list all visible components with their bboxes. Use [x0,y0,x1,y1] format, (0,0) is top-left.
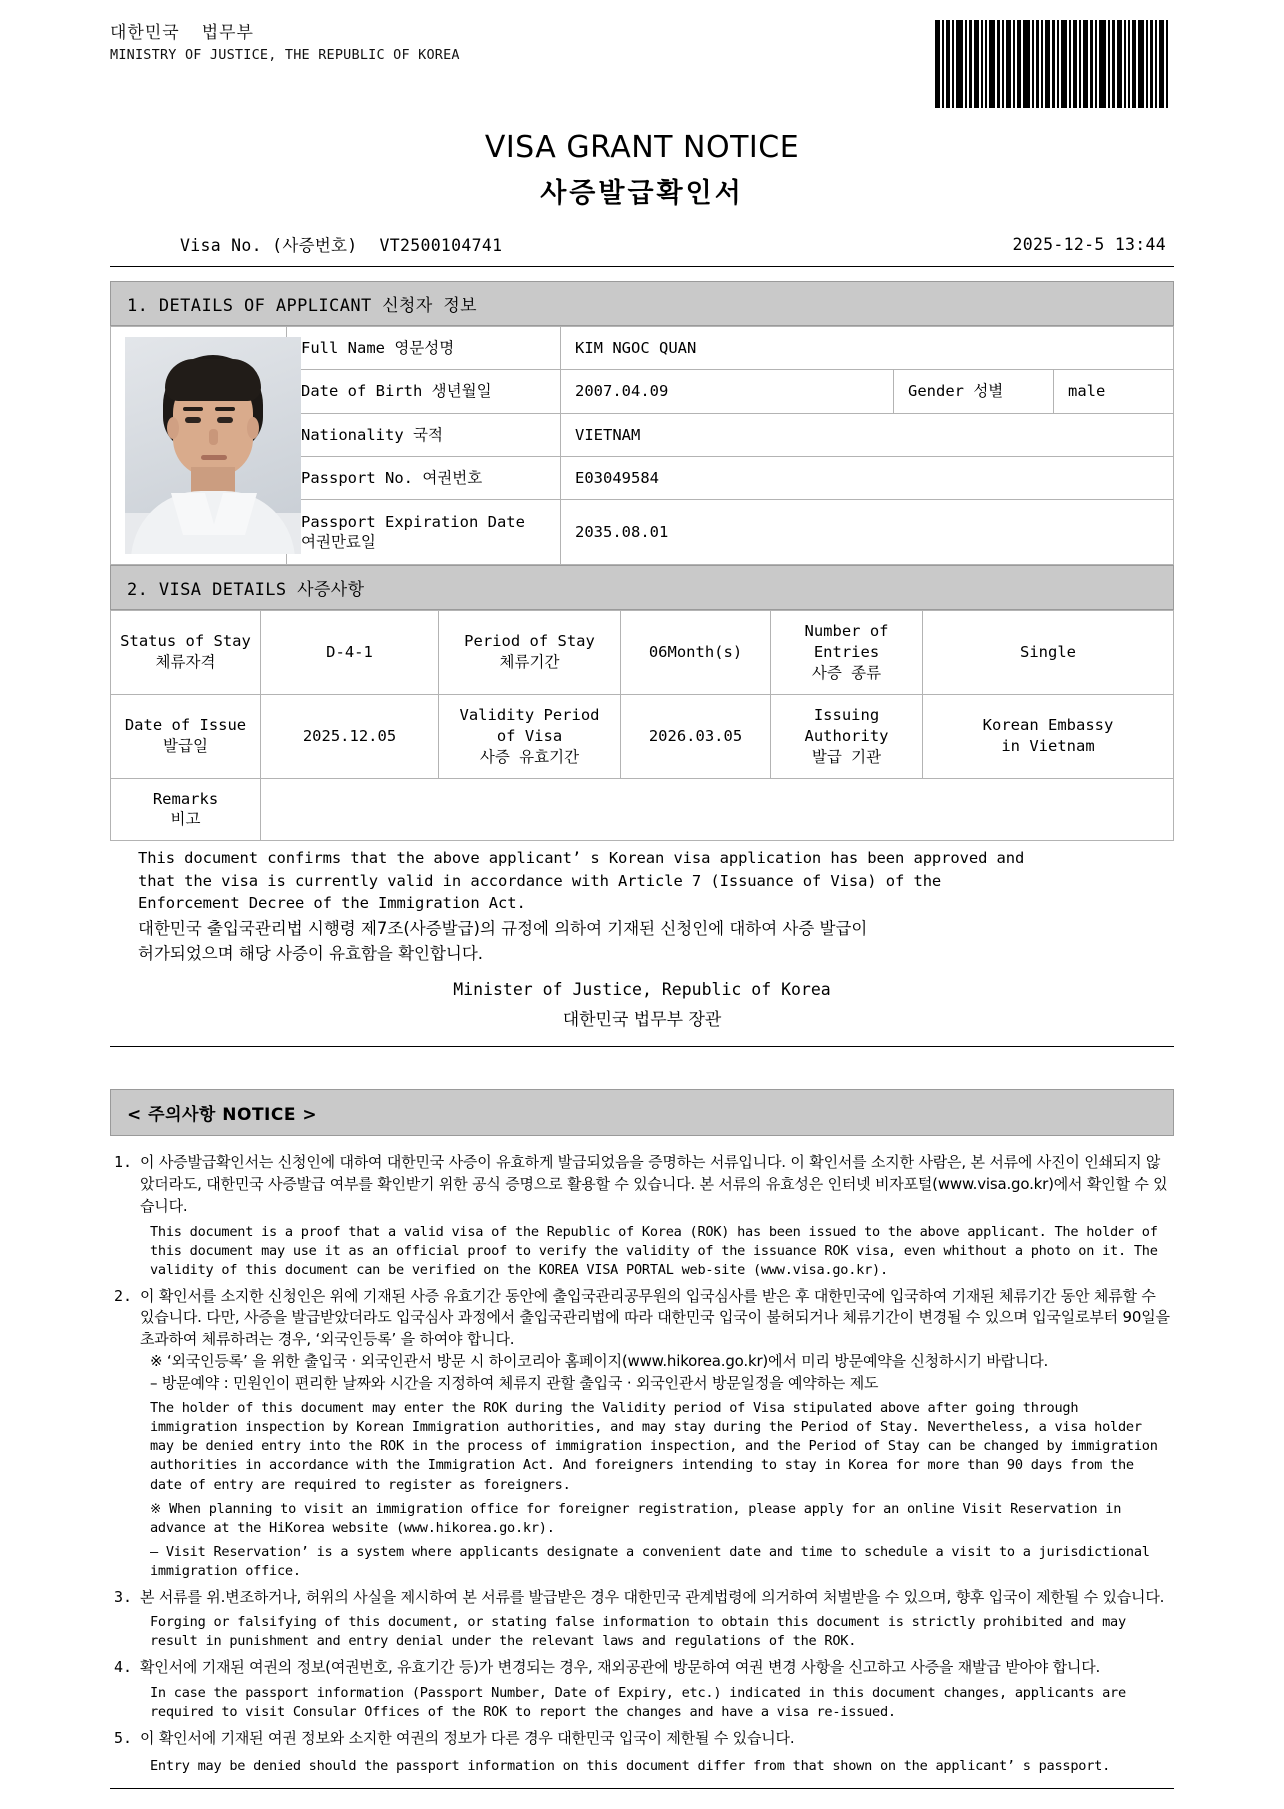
visa-number: Visa No. (사증번호) VT2500104741 [180,236,503,255]
notice-item-english-sub1: ※ When planning to visit an immigration office for foreigner registration, please apply for an online Visit Reservation in advance at the HiKorea website (www.hikorea.go.kr). [150,1500,1122,1536]
table-row [111,611,1174,695]
ministry-name-english: MINISTRY OF JUSTICE, THE REPUBLIC OF KOREA [110,47,460,63]
value-nationality: VIETNAM [561,413,1174,456]
notice-heading: < 주의사항 NOTICE > [110,1089,1174,1136]
value-passport-expiration: 2035.08.01 [561,500,1174,565]
confirmation-english: This document confirms that the above applicant’ s Korean visa application has been approved and that the visa is currently valid in accordance with Article 7 (Issuance of Visa) of the Enforcement Decree of the Immigration Act. [138,849,1025,913]
list-item: 5. 이 확인서에 기재된 여권 정보와 소지한 여권의 정보가 다른 경우 대한민국 입국이 제한될 수 있습니다. [114,1728,1170,1750]
notice-item-korean-sub2: – 방문예약 : 민원인이 편리한 날짜와 시간을 지정하여 체류지 관할 출입국 · 외국인관서 방문일정을 예약하는 제도 [150,1373,879,1392]
table-row [111,778,1174,841]
barcode [935,20,1170,108]
label-passport-expiration-kr: 여권만료일 [301,533,376,552]
label-date-of-birth: Date of Birth 생년월일 [287,370,561,413]
notice-section [110,1089,1174,1789]
value-validity-period: 2026.03.05 [621,694,771,778]
list-item: 2. 이 확인서를 소지한 신청인은 위에 기재된 사증 유효기간 동안에 출입국관리공무원의 입국심사를 받은 후 대한민국에 입국하여 기재된 체류기간 동안 체류할 수 있습니다. 다만, 사증을 발급받았더라도 입국심사 과정에서 출입국관리법에 따라 대한민국 입국이 불허되거나 체류기간이 변경될 수 있으며 입국일로부터 90일을 초과하여 체류하려는 경우, ‘외국인등록’ 을 하여야 합니다. ※ ‘외국인등록’ 을 위한 출입국 · 외국인관서 방문 시 하이코리아 홈페이지(www.hikorea.go.kr)에서 미리 방문예약을 신청하시기 바랍니다. – 방문예약 : 민원인이 편리한 날짜와 시간을 지정하여 체류지 관할 출입국 · 외국인관서 방문일정을 예약하는 제도 The holder of this document may enter the ROK during the Validity period of Visa stipulated above after going through immigration inspection by Korean Immigration authorities, and may stay during the Period of Stay. Nevertheless, a visa holder may be denied entry into the ROK in the process of immigration inspection, and the Period of Stay can be changed by immigration authorities in accordance with the Immigration Act. And foreigners intending to stay in Korea for more than 90 days from the date of entry are required to register as foreigners. ※ When planning to visit an immigration office for foreigner registration, please apply for an online Visit Reservation in advance at the HiKorea website (www.hikorea.go.kr). – Visit Reservation’ is a system where applicants designate a convenient date and time to schedule a visit to a jurisdictional immigration office. [114,1286,1170,1581]
page-title-english: VISA GRANT NOTICE [484,130,800,165]
notice-item-korean: 이 확인서에 기재된 여권 정보와 소지한 여권의 정보가 다른 경우 대한민국 입국이 제한될 수 있습니다. [140,1729,795,1748]
section2-heading: 2. VISA DETAILS 사증사항 [110,565,1174,610]
visa-number-row [110,232,1174,267]
signer-korean: 대한민국 법무부 장관 [562,1010,722,1031]
section1-heading: 1. DETAILS OF APPLICANT 신청자 정보 [110,281,1174,326]
label-remarks: Remarks 비고 [111,778,261,841]
confirmation-korean: 대한민국 출입국관리법 시행령 제7조(사증발급)의 규정에 의하여 기재된 신청인에 대하여 사증 발급이 허가되었으며 해당 사증이 유효함을 확인합니다. [138,918,868,963]
list-item: 4. 확인서에 기재된 여권의 정보(여권번호, 유효기간 등)가 변경되는 경우, 재외공관에 방문하여 여권 변경 사항을 신고하고 사증을 재발급 받아야 합니다. In case the passport information (Passport Number, Date of Expiry, etc.) indicated in this document changes, applicants are required to visit Consular Offices of the ROK to report the changes and have a visa re-issued. [114,1657,1170,1722]
value-remarks [261,778,1174,841]
notice-item-english: Forging or falsifying of this document, or stating false information to obtain this document is strictly prohibited and may result in punishment and entry denial under the relevant laws and regulations of the ROK. [150,1614,1126,1650]
confirmation-statement [110,841,1174,1047]
label-date-of-issue: Date of Issue 발급일 [111,694,261,778]
list-item: 1. 이 사증발급확인서는 신청인에 대하여 대한민국 사증이 유효하게 발급되었음을 증명하는 서류입니다. 이 확인서를 소지한 사람은, 본 서류에 사진이 인쇄되지 않았더라도, 대한민국 사증발급 여부를 확인받기 위한 공식 증명으로 활용할 수 있습니다. 본 서류의 유효성은 인터넷 비자포털(www.visa.go.kr)에서 확인할 수 있습니다. This document is a proof that a valid visa of the Republic of Korea (ROK) has been issued to the above applicant. The holder of this document may use it as an official proof to verify the validity of the issuance ROK visa, even whithout a photo on it. The validity of this document can be verified on the KOREA VISA PORTAL web-site (www.visa.go.kr). [114,1152,1170,1279]
notice-tail-english: Entry may be denied should the passport information on this document differ from that shown on the applicant’ s passport. [150,1758,1111,1775]
label-passport-expiration-en: Passport Expiration Date [301,513,525,532]
notice-body [110,1136,1174,1789]
section-applicant [110,281,1174,565]
label-gender: Gender 성별 [894,370,1054,413]
label-period-of-stay: Period of Stay 체류기간 [439,611,621,695]
issued-timestamp: 2025-12-5 13:44 [1012,234,1166,254]
label-passport-no: Passport No. 여권번호 [287,457,561,500]
value-gender: male [1054,370,1174,413]
list-item: 3. 본 서류를 위.변조하거나, 허위의 사실을 제시하여 본 서류를 발급받은 경우 대한민국 관계법령에 의거하여 처벌받을 수 있으며, 향후 입국이 제한될 수 있습니다. Forging or falsifying of this document, or stating false information to obtain this document is strictly prohibited and may result in punishment and entry denial under the relevant laws and regulations of the ROK. [114,1587,1170,1652]
notice-item-korean: 확인서에 기재된 여권의 정보(여권번호, 유효기간 등)가 변경되는 경우, 재외공관에 방문하여 여권 변경 사항을 신고하고 사증을 재발급 받아야 합니다. [140,1658,1101,1677]
value-date-of-issue: 2025.12.05 [261,694,439,778]
table-row [111,327,1174,370]
notice-item-english: In case the passport information (Passport Number, Date of Expiry, etc.) indicated in this document changes, applicants are required to visit Consular Offices of the ROK to report the changes and have a visa re-issued. [150,1685,1126,1721]
notice-item-korean: 본 서류를 위.변조하거나, 허위의 사실을 제시하여 본 서류를 발급받은 경우 대한민국 관계법령에 의거하여 처벌받을 수 있으며, 향후 입국이 제한될 수 있습니다. [140,1587,1165,1606]
label-nationality: Nationality 국적 [287,413,561,456]
label-status-of-stay: Status of Stay 체류자격 [111,611,261,695]
applicant-table [110,326,1174,565]
section-visa-details [110,565,1174,841]
applicant-photo [111,327,287,565]
notice-item-korean-sub1: ※ ‘외국인등록’ 을 위한 출입국 · 외국인관서 방문 시 하이코리아 홈페이지(www.hikorea.go.kr)에서 미리 방문예약을 신청하시기 바랍니다. [150,1351,1049,1370]
notice-item-english: This document is a proof that a valid visa of the Republic of Korea (ROK) has been issued to the above applicant. The holder of this document may use it as an official proof to verify the validity of the issuance ROK visa, even whithout a photo on it. The validity of this document can be verified on the KOREA VISA PORTAL web-site (www.visa.go.kr). [150,1223,1158,1278]
value-full-name: KIM NGOC QUAN [561,327,1174,370]
label-validity-period: Validity Period of Visa 사증 유효기간 [439,694,621,778]
signer-english: Minister of Justice, Republic of Korea [453,980,831,1000]
value-date-of-birth: 2007.04.09 [561,370,894,413]
page-title-korean: 사증발급확인서 [540,178,744,209]
label-issuing-authority: Issuing Authority 발급 기관 [771,694,923,778]
label-number-of-entries: Number of Entries 사증 종류 [771,611,923,695]
visa-details-table [110,610,1174,841]
ministry-block [110,18,460,63]
value-number-of-entries: Single [923,611,1174,695]
document-header [110,18,1174,108]
table-row [111,694,1174,778]
notice-item-korean: 이 사증발급확인서는 신청인에 대하여 대한민국 사증이 유효하게 발급되었음을 증명하는 서류입니다. 이 확인서를 소지한 사람은, 본 서류에 사진이 인쇄되지 않았더라도, 대한민국 사증발급 여부를 확인받기 위한 공식 증명으로 활용할 수 있습니다. 본 서류의 유효성은 인터넷 비자포털(www.visa.go.kr)에서 확인할 수 있습니다. [140,1153,1168,1215]
ministry-name-korean: 대한민국 법무부 [110,23,254,43]
notice-item-english: The holder of this document may enter the ROK during the Validity period of Visa stipulated above after going through immigration inspection by Korean Immigration authorities, and may stay during the Period of Stay. Nevertheless, a visa holder may be denied entry into the ROK in the process of immigration inspection, and the Period of Stay can be changed by immigration authorities in accordance with the Immigration Act. And foreigners intending to stay in Korea for more than 90 days from the date of entry are required to register as foreigners. [150,1400,1158,1493]
value-period-of-stay: 06Month(s) [621,611,771,695]
label-passport-expiration [287,500,561,565]
label-full-name: Full Name 영문성명 [287,327,561,370]
value-issuing-authority: Korean Embassy in Vietnam [923,694,1174,778]
value-passport-no: E03049584 [561,457,1174,500]
notice-item-korean: 이 확인서를 소지한 신청인은 위에 기재된 사증 유효기간 동안에 출입국관리공무원의 입국심사를 받은 후 대한민국에 입국하여 기재된 체류기간 동안 체류할 수 있습니다. 다만, 사증을 발급받았더라도 입국심사 과정에서 출입국관리법에 따라 대한민국 입국이 불허되거나 체류기간이 변경될 수 있으며 입국일로부터 90일을 초과하여 체류하려는 경우, ‘외국인등록’ 을 하여야 합니다. [140,1286,1170,1349]
value-status-of-stay: D-4-1 [261,611,439,695]
notice-item-english-sub2: – Visit Reservation’ is a system where applicants designate a convenient date and time to schedule a visit to a jurisdictional immigration office. [150,1543,1150,1579]
